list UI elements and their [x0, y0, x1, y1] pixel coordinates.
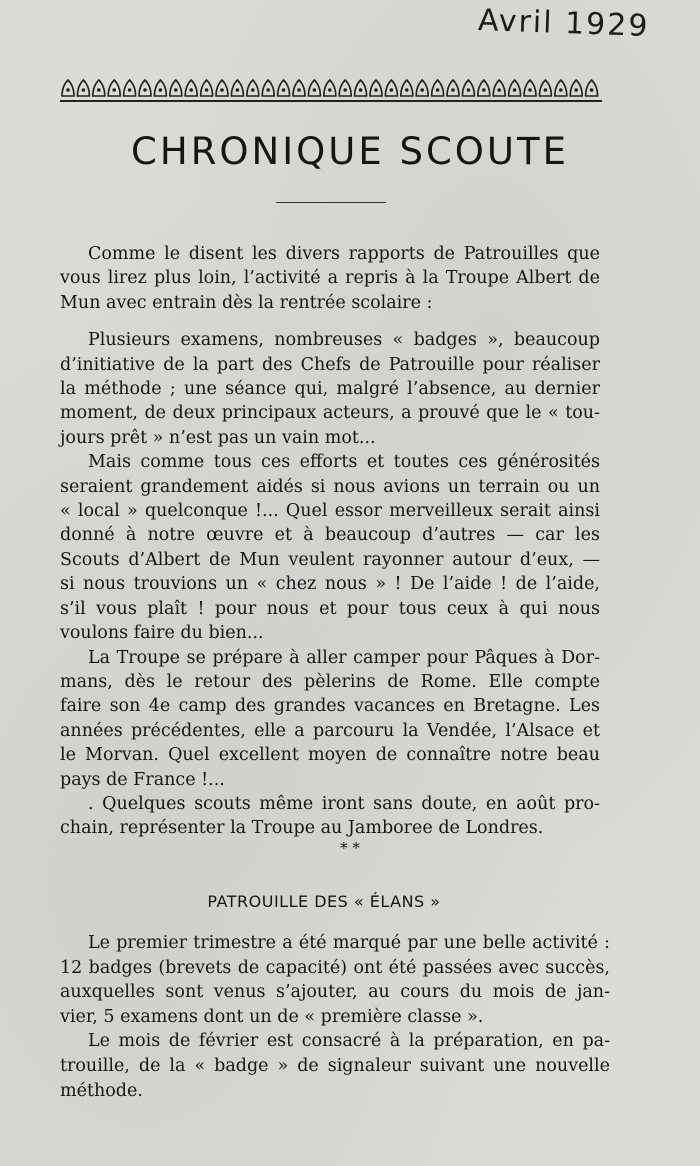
- ornament-motif: [555, 80, 567, 96]
- ornament-dot: [574, 88, 578, 92]
- patrol-report-body: [60, 931, 610, 1103]
- text-line: Scouts d’Albert de Mun veulent rayonner autour d’eux, —: [60, 549, 600, 570]
- ornament-dot: [451, 88, 455, 92]
- ornament-dot: [343, 88, 347, 92]
- ornament-motif: [524, 80, 536, 96]
- ornament-motif: [216, 80, 228, 96]
- ornament-motif: [93, 80, 105, 96]
- text-line: 12 badges (brevets de capacité) ont été passées avec succès,: [60, 957, 610, 978]
- ornament-dot: [266, 88, 270, 92]
- ornament-dot: [374, 88, 378, 92]
- text-line: chain, représenter la Troupe au Jamboree de Londres.: [60, 818, 544, 839]
- ornament-motif: [447, 80, 459, 96]
- ornament-motif: [385, 80, 397, 96]
- text-line: Le premier trimestre a été marqué par une belle activité :: [88, 933, 610, 953]
- page-title: CHRONIQUE SCOUTE: [131, 130, 569, 173]
- ornament-motif: [493, 80, 505, 96]
- ornament-motif: [231, 80, 243, 96]
- ornament-motif: [154, 80, 166, 96]
- text-line: vous lirez plus loin, l’activité a repris à la Troupe Albert de: [60, 268, 600, 289]
- ornament-motif: [201, 80, 213, 96]
- ornament-dot: [544, 88, 548, 92]
- ornament-dot: [97, 88, 101, 92]
- ornament-motif: [185, 80, 197, 96]
- text-line: mans, dès le retour des pèlerins de Rome. Elle compte: [60, 671, 600, 692]
- ornament-motif: [247, 80, 259, 96]
- ornament-dot: [143, 88, 147, 92]
- text-line: d’initiative de la part des Chefs de Patrouille pour réaliser: [60, 354, 600, 375]
- ornament-motif: [355, 80, 367, 96]
- ornament-dot: [513, 88, 517, 92]
- text-line: . Quelques scouts même iront sans doute, en août pro-: [88, 793, 600, 814]
- text-line: la méthode ; une séance qui, malgré l’absence, au dernier: [60, 379, 600, 400]
- text-line: La Troupe se prépare à aller camper pour Pâques à Dor-: [88, 647, 600, 668]
- separator-stars: * *: [340, 839, 360, 857]
- text-line: moment, de deux principaux acteurs, a prouvé que le « tou-: [60, 403, 600, 424]
- ornament-motif: [139, 80, 151, 96]
- section-heading: PATROUILLE DES « ÉLANS »: [207, 892, 441, 911]
- ornament-dot: [528, 88, 532, 92]
- title-underline: [276, 202, 386, 203]
- ornament-motif: [62, 80, 74, 96]
- ornament-dot: [189, 88, 193, 92]
- text-line: Mais comme tous ces efforts et toutes ces générosités: [88, 452, 600, 473]
- ornament-dot: [66, 88, 70, 92]
- text-line: trouille, de la « badge » de signaleur suivant une nouvelle: [60, 1055, 610, 1076]
- text-line: Comme le disent les divers rapports de Patrouilles que: [88, 244, 600, 264]
- ornament-dot: [497, 88, 501, 92]
- text-line: si nous trouvions un « chez nous » ! De l’aide ! de l’aide,: [60, 574, 600, 595]
- text-line: le Morvan. Quel excellent moyen de connaître notre beau: [60, 745, 600, 766]
- ornament-motif: [108, 80, 120, 96]
- text-line: faire son 4e camp des grandes vacances en Bretagne. Les: [60, 696, 600, 717]
- ornament-dot: [159, 88, 163, 92]
- ornament-motif: [278, 80, 290, 96]
- paragraph-gap: [60, 315, 600, 328]
- ornament-dot: [467, 88, 471, 92]
- ornament-motif: [308, 80, 320, 96]
- text-line: Mun avec entrain dès la rentrée scolaire :: [60, 292, 433, 313]
- ornament-motif: [432, 80, 444, 96]
- ornament-motif: [124, 80, 136, 96]
- ornament-dot: [297, 88, 301, 92]
- ornament-motif: [570, 80, 582, 96]
- text-line: pays de France !...: [60, 769, 225, 790]
- ornament-dot: [313, 88, 317, 92]
- ornament-motif: [77, 80, 89, 96]
- article-body: [60, 242, 600, 841]
- text-line: voulons faire du bien...: [60, 623, 264, 644]
- ornament-motif: [170, 80, 182, 96]
- ornament-motif: [293, 80, 305, 96]
- ornament-dot: [236, 88, 240, 92]
- ornament-dot: [420, 88, 424, 92]
- ornament-motif: [401, 80, 413, 96]
- ornament-motif: [539, 80, 551, 96]
- section-separator: [0, 839, 700, 857]
- text-line: années précédentes, elle a parcouru la Vendée, l’Alsace et: [60, 720, 600, 741]
- ornament-dot: [559, 88, 563, 92]
- ornament-dot: [405, 88, 409, 92]
- text-line: s’il vous plaît ! pour nous et pour tous ceux à qui nous: [60, 598, 600, 619]
- handwritten-date: Avril 1929: [477, 3, 650, 44]
- text-line: seraient grandement aidés si nous avions un terrain ou un: [60, 476, 600, 497]
- ornament-motif: [339, 80, 351, 96]
- ornament-dot: [128, 88, 132, 92]
- text-line: jours prêt » n’est pas un vain mot...: [60, 427, 376, 448]
- ornament-dot: [482, 88, 486, 92]
- ornament-motif: [370, 80, 382, 96]
- ornament-dot: [112, 88, 116, 92]
- ornament-dot: [251, 88, 255, 92]
- text-line: Plusieurs examens, nombreuses « badges », beaucoup: [88, 330, 600, 351]
- text-line: méthode.: [60, 1080, 143, 1101]
- ornament-dot: [174, 88, 178, 92]
- ornament-motif: [509, 80, 521, 96]
- ornament-dot: [590, 88, 594, 92]
- ornament-dot: [390, 88, 394, 92]
- ornament-motif: [478, 80, 490, 96]
- ornament-dot: [205, 88, 209, 92]
- ornament-dot: [82, 88, 86, 92]
- text-line: donné à notre œuvre et à beaucoup d’autres — car les: [60, 525, 600, 546]
- text-line: Le mois de février est consacré à la préparation, en pa-: [88, 1031, 610, 1052]
- text-line: auxquelles sont venus s’ajouter, au cours du mois de jan-: [60, 982, 610, 1003]
- ornament-dot: [359, 88, 363, 92]
- ornament-dot: [436, 88, 440, 92]
- ornament-dot: [220, 88, 224, 92]
- ornament-dot: [328, 88, 332, 92]
- ornament-motif: [416, 80, 428, 96]
- ornament-motif: [262, 80, 274, 96]
- decorative-border-ornament: [60, 74, 602, 104]
- ornament-motif: [324, 80, 336, 96]
- ornament-dot: [282, 88, 286, 92]
- text-line: « local » quelconque !... Quel essor merveilleux serait ainsi: [60, 501, 600, 522]
- ornament-motif: [586, 80, 598, 96]
- text-line: vier, 5 examens dont un de « première classe ».: [60, 1006, 484, 1027]
- ornament-motif: [462, 80, 474, 96]
